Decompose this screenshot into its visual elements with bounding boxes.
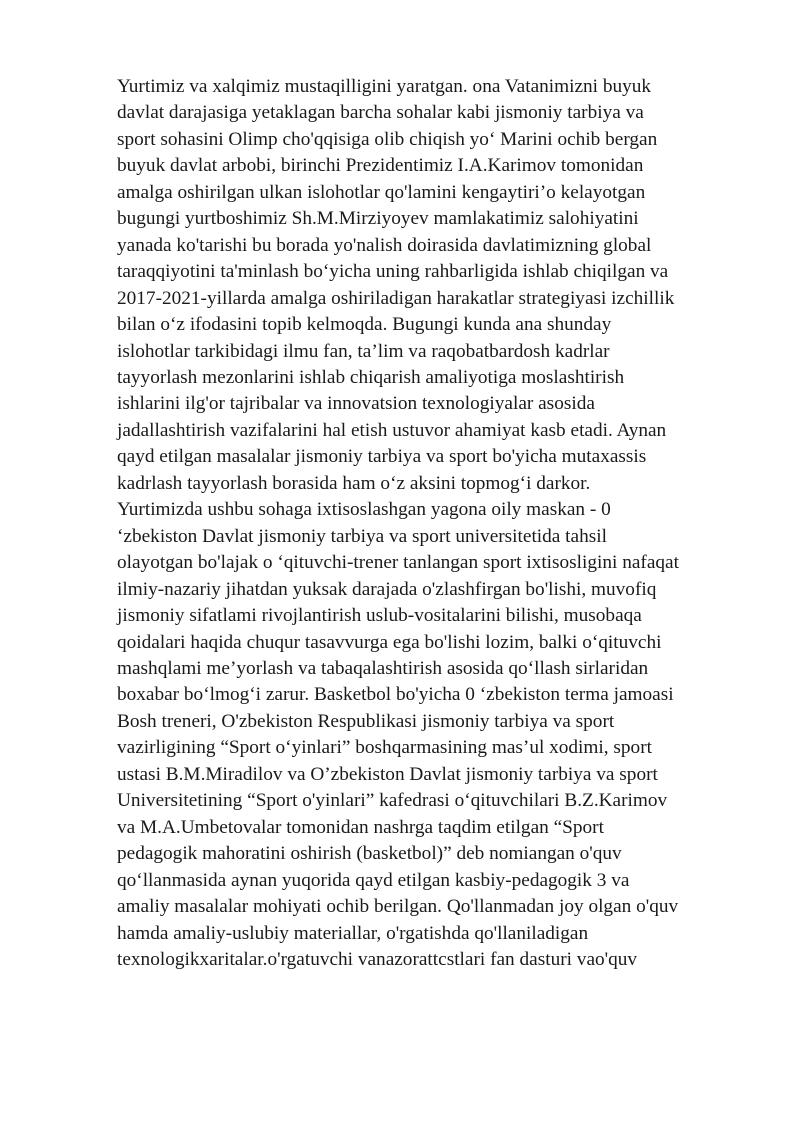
text-line: ilmiy-nazariy jihatdan yuksak darajada o'zlashfirgan bo'lishi, muvofiq <box>117 578 657 600</box>
text-line: tayyorlash mezonlarini ishlab chiqarish amaliyotiga moslashtirish <box>117 366 625 388</box>
text-line: boxabar bo‘lmog‘i zarur. Basketbol bo'yicha 0 ‘zbekiston terma jamoasi <box>117 684 674 706</box>
text-line: Yurtimizda ushbu sohaga ixtisoslashgan yagona oily maskan - 0 <box>117 499 611 521</box>
text-line: texnologikxaritalar.o'rgatuvchi vanazorattcstlari fan dasturi vao'quv <box>117 948 638 970</box>
text-line: amalga oshirilgan ulkan islohotlar qo'lamini kengaytiri’o kelayotgan <box>117 181 646 203</box>
text-line: islohotlar tarkibidagi ilmu fan, ta’lim va raqobatbardosh kadrlar <box>117 340 610 362</box>
text-line: ishlarini ilg'or tajribalar va innovatsion texnologiyalar asosida <box>117 393 595 415</box>
text-line: qoidalari haqida chuqur tasavvurga ega bo'lishi lozim, balki o‘qituvchi <box>117 631 662 653</box>
text-line: amaliy masalalar mohiyati ochib berilgan. Qo'llanmadan joy olgan o'quv <box>117 896 679 918</box>
text-line: sport sohasini Olimp cho'qqisiga olib chiqish yo‘ Marini ochib bergan <box>117 128 658 150</box>
text-line: olayotgan bo'lajak o ‘qituvchi-trener tanlangan sport ixtisosligini nafaqat <box>117 552 679 574</box>
text-line: Bosh treneri, O'zbekiston Respublikasi jismoniy tarbiya va sport <box>117 710 615 732</box>
text-line: qayd etilgan masalalar jismoniy tarbiya va sport bo'yicha mutaxassis <box>117 446 647 468</box>
text-line: Yurtimiz va xalqimiz mustaqilligini yaratgan. ona Vatanimizni buyuk <box>117 76 652 97</box>
text-line: ‘zbekiston Davlat jismoniy tarbiya va sport universitetida tahsil <box>117 525 607 547</box>
body-text <box>117 74 717 973</box>
text-line: taraqqiyotini ta'minlash bo‘yicha uning rahbarligida ishlab chiqilgan va <box>117 261 669 283</box>
text-line: pedagogik mahoratini oshirish (basketbol)” deb nomiangan o'quv <box>117 843 622 865</box>
text-line: kadrlash tayyorlash borasida ham o‘z aksini topmog‘i darkor. <box>117 472 591 494</box>
text-line: va M.A.Umbetovalar tomonidan nashrga taqdim etilgan “Sport <box>117 816 604 838</box>
text-line: 2017-2021-yillarda amalga oshiriladigan harakatlar strategiyasi izchillik <box>117 287 675 309</box>
text-line: hamda amaliy-uslubiy materiallar, o'rgatishda qo'llaniladigan <box>117 922 589 944</box>
text-line: davlat darajasiga yetaklagan barcha sohalar kabi jismoniy tarbiya va <box>117 102 644 124</box>
text-line: jadallashtirish vazifalarini hal etish ustuvor ahamiyat kasb etadi. Aynan <box>117 419 667 441</box>
text-line: Universitetining “Sport o'yinlari” kafedrasi o‘qituvchilari B.Z.Karimov <box>117 790 668 812</box>
text-line: bugungi yurtboshimiz Sh.M.Mirziyoyev mamlakatimiz salohiyatini <box>117 208 639 230</box>
text-line: buyuk davlat arbobi, birinchi Prezidentimiz I.A.Karimov tomonidan <box>117 155 644 177</box>
text-line: jismoniy sifatlami rivojlantirish uslub-vositalarini bilishi, musobaqa <box>117 605 642 627</box>
text-line: qo‘llanmasida aynan yuqorida qayd etilgan kasbiy-pedagogik 3 va <box>117 869 630 891</box>
text-line: mashqlami me’yorlash va tabaqalashtirish asosida qo‘llash sirlaridan <box>117 657 649 679</box>
text-line: bilan o‘z ifodasini topib kelmoqda. Bugungi kunda ana shunday <box>117 314 612 336</box>
text-line: yanada ko'tarishi bu borada yo'nalish doirasida davlatimizning global <box>117 234 652 256</box>
text-line: ustasi B.M.Miradilov va O’zbekiston Davlat jismoniy tarbiya va sport <box>117 763 658 785</box>
text-line: vazirligining “Sport o‘yinlari” boshqarmasining mas’ul xodimi, sport <box>117 737 652 759</box>
